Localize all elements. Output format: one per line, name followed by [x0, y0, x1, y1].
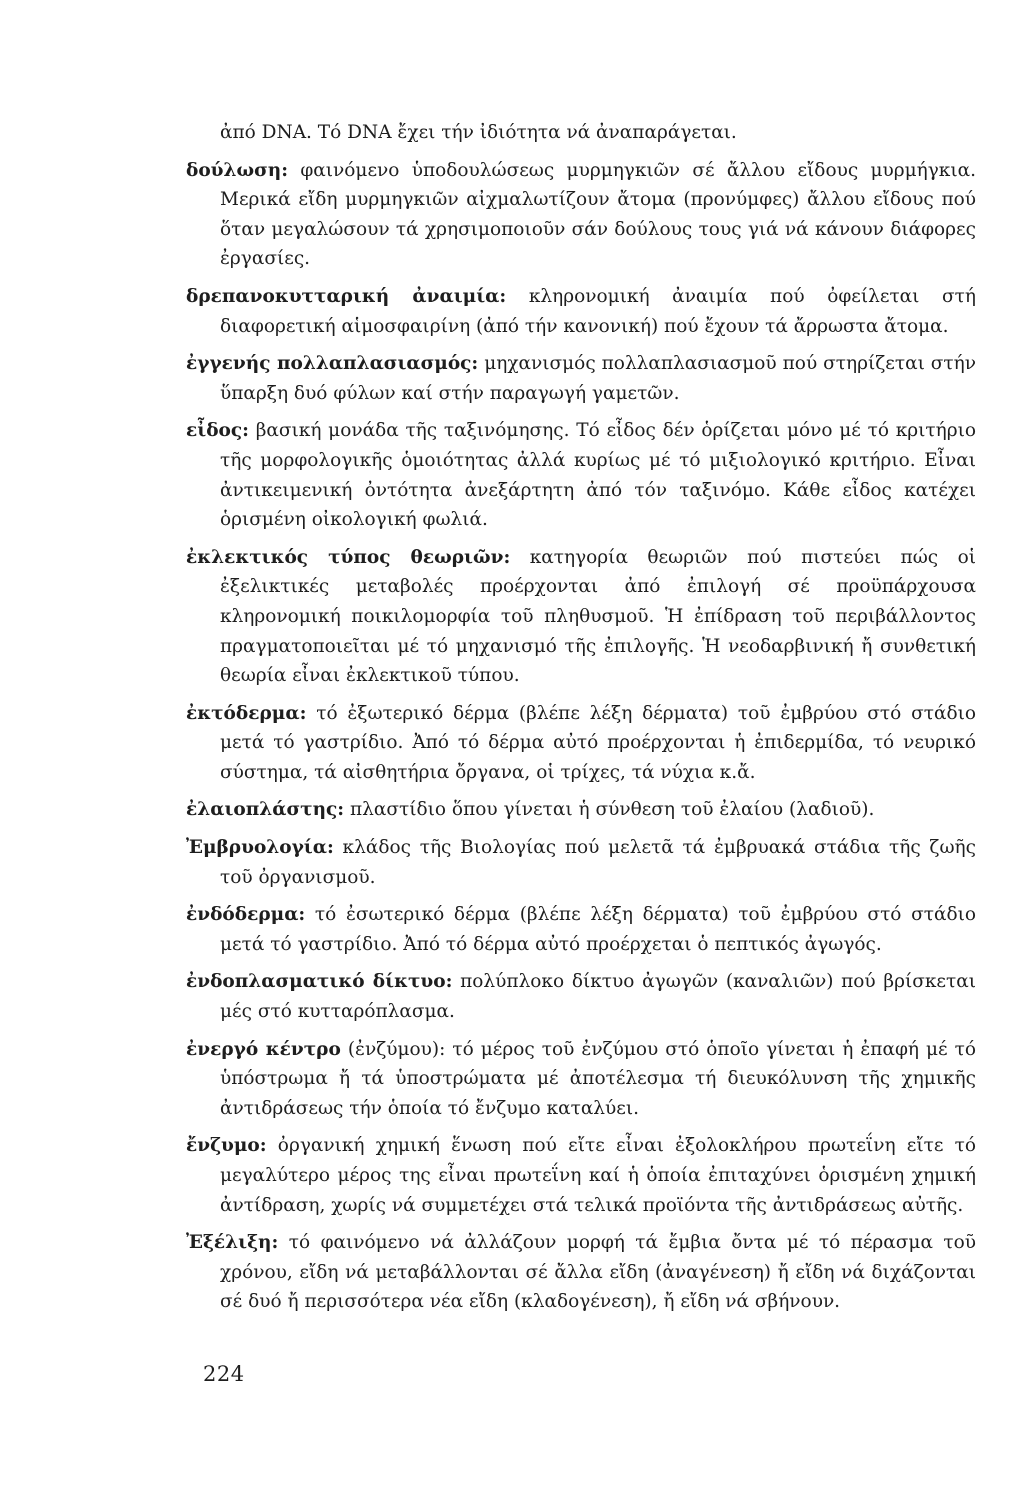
entry-term: δούλωση: [186, 159, 289, 181]
entry-definition: φαινόμενο ὑποδουλώσεως μυρμηγκιῶν σέ ἄλλου εἴδους μυρμήγκια. Μερικά εἴδη μυρμηγκιῶν αἰχμαλωτίζουν ἄτομα (προνύμφες) ἄλλου εἴδους πού ὅταν μεγαλώσουν τά χρησιμοποιοῦν σάν δούλους τους γιά νά κάνουν διάφορες ἐργασίες. [220, 159, 976, 270]
page-number: 224 [203, 1362, 245, 1386]
entry-definition: κλάδος τῆς Βιολογίας πού μελετᾶ τά ἐμβρυακά στάδια τῆς ζωῆς τοῦ ὀργανισμοῦ. [220, 837, 976, 888]
entry-definition: τό ἐσωτερικό δέρμα (βλέπε λέξη δέρματα) τοῦ ἐμβρύου στό στάδιο μετά τό γαστρίδιο. Ἀπό τό δέρμα αὐτό προέρχεται ὁ πεπτικός ἀγωγός. [220, 904, 976, 955]
entry-definition: βασική μονάδα τῆς ταξινόμησης. Τό εἶδος δέν ὁρίζεται μόνο μέ τό κριτήριο τῆς μορφολογικῆς ὁμοιότητας ἀλλά κυρίως μέ τό μιξιολογικό κριτήριο. Εἶναι ἀντικειμενική ὀντότητα ἀνεξάρτητη ἀπό τόν ταξινόμο. Κάθε εἶδος κατέχει ὁρισμένη οἰκολογική φωλιά. [220, 420, 976, 531]
glossary-entry-ektoderma [186, 699, 976, 788]
entry-definition: ὀργανική χημική ἕνωση πού εἴτε εἶναι ἐξολοκλήρου πρωτεΐνη εἴτε τό μεγαλύτερο μέρος της εἶναι πρωτεΐνη καί ἡ ὁποία ἐπιταχύνει ὁρισμένη χημική ἀντίδραση, χωρίς νά συμμετέχει στά τελικά προϊόντα τῆς ἀντιδράσεως αὐτῆς. [220, 1135, 976, 1216]
entry-term: ἔνζυμο: [186, 1135, 267, 1157]
entry-definition: τό ἐξωτερικό δέρμα (βλέπε λέξη δέρματα) τοῦ ἐμβρύου στό στάδιο μετά τό γαστρίδιο. Ἀπό τό δέρμα αὐτό προέρχονται ἡ ἐπιδερμίδα, τό νευρικό σύστημα, τά αἰσθητήρια ὄργανα, οἱ τρίχες, τά νύχια κ.ἄ. [220, 702, 976, 783]
glossary-entry-eidos [186, 416, 976, 534]
glossary-entry-emvryologia [186, 833, 976, 892]
entry-definition: πολύπλοκο δίκτυο ἀγωγῶν (καναλιῶν) πού βρίσκεται μές στό κυτταρόπλασμα. [220, 971, 976, 1023]
entry-definition: κατηγορία θεωριῶν πού πιστεύει πώς οἱ ἐξελικτικές μεταβολές προέρχονται ἀπό ἐπιλογή σέ προϋπάρχουσα κληρονομική ποικιλομορφία τοῦ πληθυσμοῦ. Ἡ ἐπίδραση τοῦ περιβάλλοντος πραγματοποιεῖται μέ τό μηχανισμό τῆς ἐπιλογῆς. Ἡ νεοδαρβινική ἤ συνθετική θεωρία εἶναι ἐκλεκτικοῦ τύπου. [220, 546, 976, 687]
glossary-entry-drepanokyttariki-anaimia [186, 282, 976, 341]
entry-term: εἶδος: [186, 420, 249, 442]
entry-definition: (ἐνζύμου): τό μέρος τοῦ ἐνζύμου στό ὁποῖο γίνεται ἡ ἐπαφή μέ τό ὑπόστρωμα ἤ τά ὑποστρώματα μέ ἀποτέλεσμα τή διευκόλυνση τῆς χημικῆς ἀντιδράσεως τήν ὁποία τό ἔνζυμο καταλύει. [220, 1038, 976, 1119]
entry-term: ἐκλεκτικός τύπος θεωριῶν: [186, 546, 511, 568]
glossary-continuation: ἀπό DNA. Τό DNA ἔχει τήν ἰδιότητα νά ἀναπαράγεται. [220, 122, 737, 143]
glossary-entry-exelixi [186, 1228, 976, 1317]
entry-definition: τό φαινόμενο νά ἀλλάζουν μορφή τά ἔμβια ὄντα μέ τό πέρασμα τοῦ χρόνου, εἴδη νά μεταβάλλονται σέ ἄλλα εἴδη (ἀναγένεση) ἤ εἴδη νά διχάζονται σέ δυό ἤ περισσότερα νέα εἴδη (κλαδογένεση), ἤ εἴδη νά σβήνουν. [220, 1232, 976, 1313]
entry-term: δρεπανοκυτταρική ἀναιμία: [186, 285, 507, 307]
entry-term: ἐλαιοπλάστης: [186, 799, 345, 821]
glossary-entry-energo-kentro [186, 1035, 976, 1124]
glossary [186, 118, 976, 1325]
glossary-entry-eklektikos-typos [186, 543, 976, 691]
glossary-entry-endoplasmatiko-diktyo [186, 967, 976, 1026]
entry-term: ἐνδόδερμα: [186, 904, 306, 926]
entry-definition: μηχανισμός πολλαπλασιασμοῦ πού στηρίζεται στήν ὕπαρξη δυό φύλων καί στήν παραγωγή γαμετῶν. [220, 353, 976, 404]
entry-term: ἐνδοπλασματικό δίκτυο: [186, 971, 453, 993]
glossary-entry-engenis-pollaplasiasmos [186, 349, 976, 408]
glossary-entry-doulosi [186, 156, 976, 274]
entry-term: Ἐμβρυολογία: [186, 837, 334, 859]
entry-term: ἐκτόδερμα: [186, 702, 307, 724]
entry-definition: κληρονομική ἀναιμία πού ὀφείλεται στή διαφορετική αἱμοσφαιρίνη (ἀπό τήν κανονική) πού ἔχουν τά ἄρρωστα ἄτομα. [220, 285, 976, 337]
entry-term: ἐνεργό κέντρο [186, 1038, 341, 1060]
entry-definition: πλαστίδιο ὅπου γίνεται ἡ σύνθεση τοῦ ἐλαίου (λαδιοῦ). [344, 799, 875, 821]
glossary-entry-endoderma [186, 900, 976, 959]
glossary-entry-enzymo [186, 1131, 976, 1220]
entry-term: Ἐξέλιξη: [186, 1232, 279, 1254]
glossary-entry-elaioplastis [186, 795, 976, 825]
entry-term: ἐγγενής πολλαπλασιασμός: [186, 353, 479, 375]
